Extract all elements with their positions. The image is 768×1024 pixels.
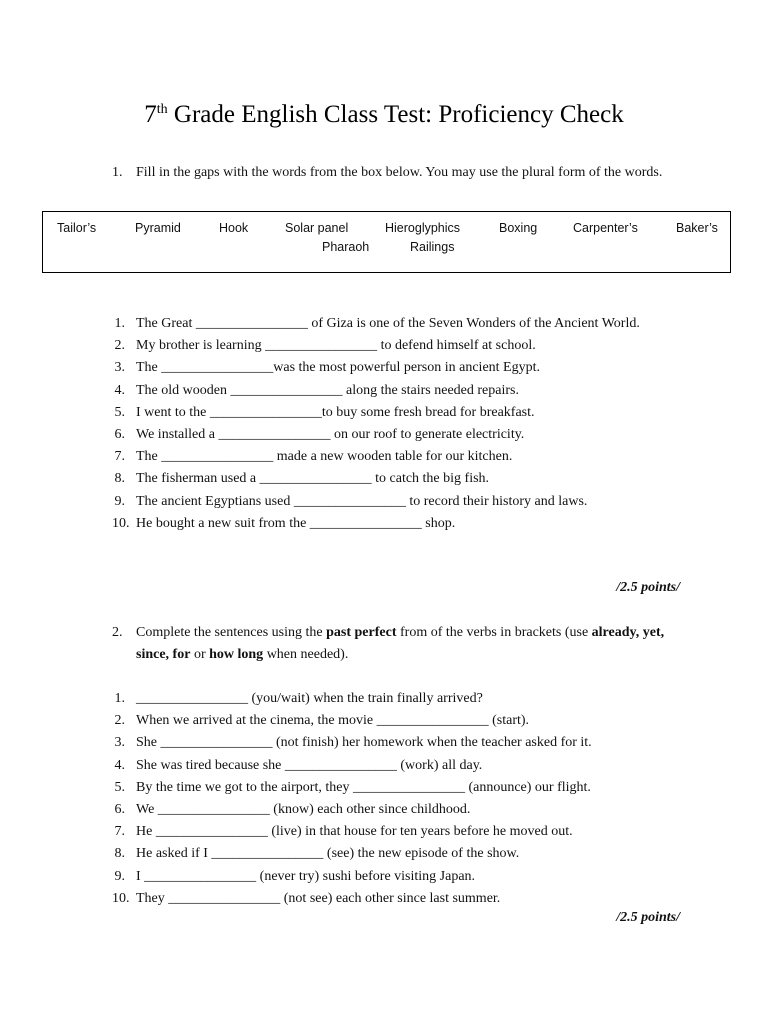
task2-points: /2.5 points/ — [616, 910, 680, 925]
list-item: 1. The Great ________________ of Giza is one of the Seven Wonders of the Ancient World. — [114, 316, 640, 331]
list-item: 5. I went to the ________________to buy some fresh bread for breakfast. — [114, 404, 535, 420]
task1-list — [112, 313, 672, 535]
list-item: 8. He asked if I ________________ (see) the new episode of the show. — [114, 846, 520, 862]
list-item: 10. They ________________ (not see) each other since last summer. — [112, 890, 501, 906]
task2-instruction — [112, 622, 672, 666]
page-title — [0, 94, 768, 131]
list-item: 6. We installed a ________________ on our roof to generate electricity. — [114, 427, 525, 443]
list-item: 2. When we arrived at the cinema, the movie ________________ (start). — [114, 713, 530, 729]
title-superscript: th — [156, 102, 168, 117]
task1-number: 1. — [112, 165, 123, 180]
list-item: 7. The ________________ made a new wooden table for our kitchen. — [114, 449, 513, 465]
task2-instruction-text: Complete the sentences using the past perfect from of the verbs in brackets (use already, yet, since, for or how long when needed). — [136, 625, 665, 662]
word-box-item: Solar panel — [285, 221, 349, 235]
list-item: 1. ________________ (you/wait) when the train finally arrived? — [114, 691, 483, 706]
word-box-item: Carpenter’s — [573, 221, 638, 235]
task2-number: 2. — [112, 625, 123, 640]
list-item: 3. She ________________ (not finish) her homework when the teacher asked for it. — [114, 735, 592, 751]
list-item: 4. The old wooden ________________ along the stairs needed repairs. — [114, 382, 519, 398]
list-item: 8. The fisherman used a ________________ to catch the big fish. — [114, 471, 490, 487]
word-box-item: Hook — [219, 221, 249, 235]
word-box-item: Pyramid — [135, 221, 181, 235]
task1-instruction-text: Fill in the gaps with the words from the box below. You may use the plural form of the words. — [136, 165, 663, 180]
list-item: 2. My brother is learning ________________ to defend himself at school. — [114, 338, 536, 354]
word-box-item: Baker’s — [676, 221, 718, 235]
word-box-item: Tailor’s — [57, 221, 97, 235]
list-item: 3. The ________________was the most powerful person in ancient Egypt. — [114, 360, 540, 376]
word-box-item: Railings — [410, 240, 455, 254]
task1-instruction — [112, 162, 672, 184]
task1-points: /2.5 points/ — [616, 580, 680, 595]
title-number: 7 — [144, 101, 157, 128]
list-item: 9. I ________________ (never try) sushi before visiting Japan. — [114, 868, 476, 884]
list-item: 10. He bought a new suit from the ________________ shop. — [112, 515, 456, 531]
list-item: 4. She was tired because she ________________ (work) all day. — [114, 757, 483, 773]
task2-list — [112, 688, 672, 910]
list-item: 5. By the time we got to the airport, they ________________ (announce) our flight. — [114, 779, 591, 795]
title-text: Grade English Class Test: Proficiency Check — [167, 101, 624, 128]
word-box — [42, 211, 731, 273]
list-item: 9. The ancient Egyptians used ________________ to record their history and laws. — [114, 493, 588, 509]
list-item: 6. We ________________ (know) each other since childhood. — [114, 802, 471, 818]
word-box-item: Boxing — [499, 221, 538, 235]
list-item: 7. He ________________ (live) in that house for ten years before he moved out. — [114, 824, 573, 840]
word-box-item: Pharaoh — [322, 240, 370, 254]
word-box-item: Hieroglyphics — [385, 221, 461, 235]
